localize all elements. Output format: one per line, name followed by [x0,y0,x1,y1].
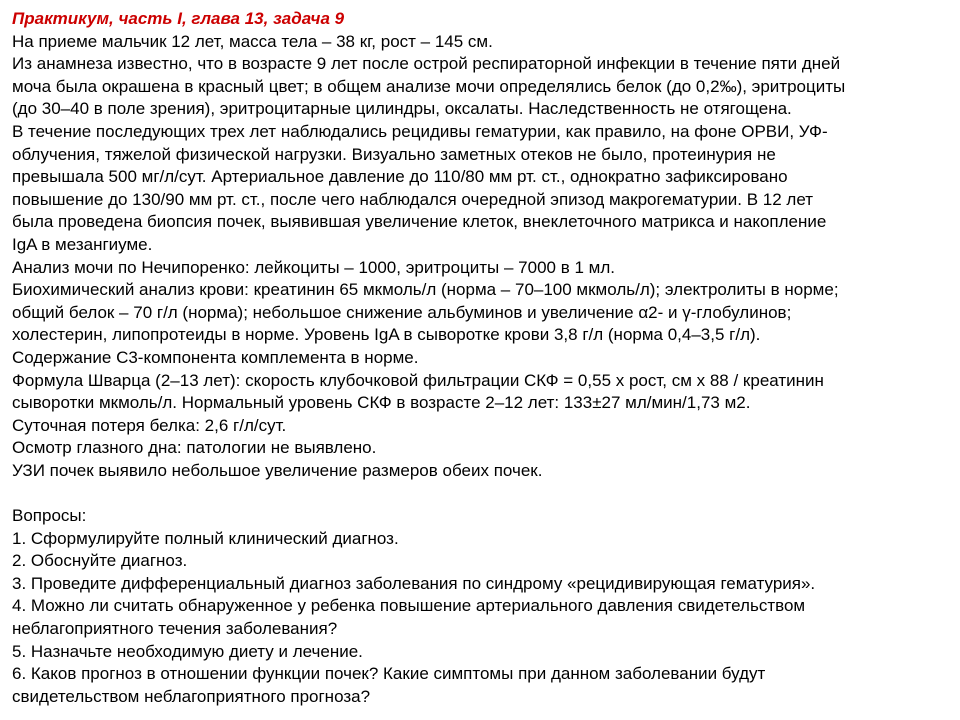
case-line: превышала 500 мг/л/сут. Артериальное давление до 110/80 мм рт. ст., однократно зафиксировано [12,167,788,187]
case-line: Формула Шварца (2–13 лет): скорость клубочковой фильтрации СКФ = 0,55 х рост, см х 88 / креатинин [12,370,824,390]
question-line: 6. Каков прогноз в отношении функции почек? Какие симптомы при данном заболевании будут [12,664,766,684]
case-line: повышение до 130/90 мм рт. ст., после чего наблюдался очередной эпизод макрогематурии. В 12 лет [12,189,814,209]
case-line: Осмотр глазного дна: патологии не выявлено. [12,438,377,458]
case-line: моча была окрашена в красный цвет; в общем анализе мочи определялись белок (до 0,2‰), эритроциты [12,76,846,96]
case-line: общий белок – 70 г/л (норма); небольшое снижение альбуминов и увеличение α2- и γ-глобулинов; [12,302,792,322]
question-line: 3. Проведите дифференциальный диагноз заболевания по синдрому «рецидивирующая гематурия». [12,573,816,593]
case-line: Анализ мочи по Нечипоренко: лейкоциты – 1000, эритроциты – 7000 в 1 мл. [12,257,615,277]
case-line: Содержание С3-компонента комплемента в норме. [12,347,419,367]
case-line: облучения, тяжелой физической нагрузки. Визуально заметных отеков не было, протеинурия не [12,144,776,164]
case-line: IgA в мезангиуме. [12,234,153,254]
case-line: холестерин, липопротеиды в норме. Уровень IgA в сыворотке крови 3,8 г/л (норма 0,4–3,5 г/л). [12,325,761,345]
task-title: Практикум, часть I, глава 13, задача 9 [12,9,345,28]
case-line: Суточная потеря белка: 2,6 г/л/сут. [12,415,287,435]
case-text [12,31,948,483]
case-line: была проведена биопсия почек, выявившая увеличение клеток, внеклеточного матрикса и накопление [12,212,827,232]
section-spacer [12,482,948,505]
case-line: Из анамнеза известно, что в возрасте 9 лет после острой респираторной инфекции в течение пяти дней [12,54,841,74]
question-line: 5. Назначьте необходимую диету и лечение. [12,641,363,661]
question-line: неблагоприятного течения заболевания? [12,619,338,639]
question-line: 4. Можно ли считать обнаруженное у ребенка повышение артериального давления свидетельством [12,596,806,616]
case-line: В течение последующих трех лет наблюдались рецидивы гематурии, как правило, на фоне ОРВИ, УФ- [12,121,828,141]
case-line: (до 30–40 в поле зрения), эритроцитарные цилиндры, оксалаты. Наследственность не отягощена. [12,99,792,119]
case-line: сыворотки мкмоль/л. Нормальный уровень СКФ в возрасте 2–12 лет: 133±27 мл/мин/1,73 м2. [12,393,751,413]
question-line: свидетельством неблагоприятного прогноза? [12,686,371,706]
case-line: УЗИ почек выявило небольшое увеличение размеров обеих почек. [12,460,543,480]
case-line: На приеме мальчик 12 лет, масса тела – 38 кг, рост – 145 см. [12,31,493,51]
questions-section [12,505,948,708]
case-line: Биохимический анализ крови: креатинин 65 мкмоль/л (норма – 70–100 мкмоль/л); электролиты в норме; [12,280,839,300]
questions-heading: Вопросы: [12,506,87,526]
question-line: 1. Сформулируйте полный клинический диагноз. [12,528,399,548]
question-line: 2. Обоснуйте диагноз. [12,551,188,571]
